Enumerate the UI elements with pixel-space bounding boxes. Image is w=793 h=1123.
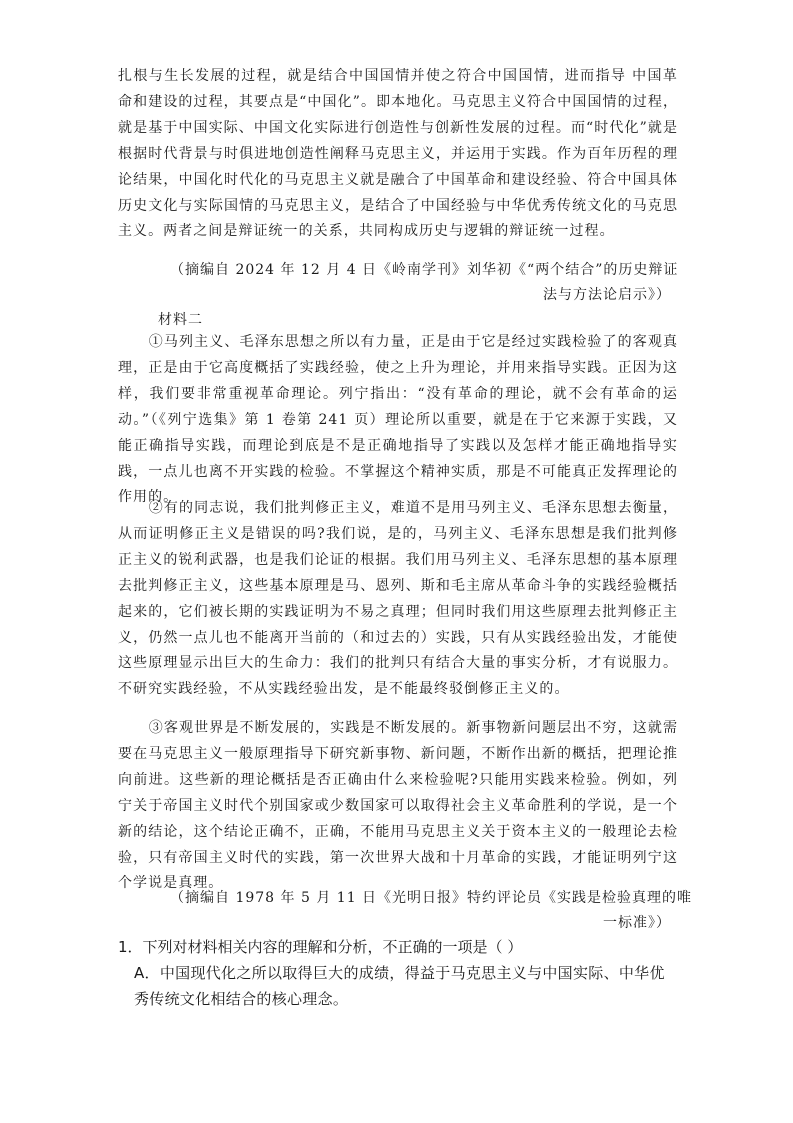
- material1-citation-line1: （摘编自 2024 年 12 月 4 日《岭南学刊》刘华初《“两个结合”的历史辩证: [170, 262, 679, 278]
- material2-citation-line1: （摘编自 1978 年 5 月 11 日《光明日报》特约评论员《实践是检验真理的唯: [170, 890, 693, 906]
- material2-paragraph-3: ③客观世界是不断发展的，实践是不断发展的。新事物新问题层出不穷，这就需要在马克思主义一般原理指导下研究新事物、新问题，不断作出新的概括，把理论推向前进。这些新的理论概括是否正确由什么来检验呢?只能用实践来检验。例如，列宁关于帝国主义时代个别国家或少数国家可以取得社会主义革命胜利的学说，是一个新的结论，这个结论正确不，正确，不能用马克思主义关于资本主义的一般理论去检验，只有帝国主义时代的实践，第一次世界大战和十月革命的实践，才能证明列宁这个学说是真理。: [118, 720, 678, 892]
- material2-paragraph-2: ②有的同志说，我们批判修正主义，难道不是用马列主义、毛泽东思想去衡量，从而证明修正主义是错误的吗?我们说，是的，马列主义、毛泽东思想是我们批判修正主义的锐利武器，也是我们论证的根据。我们用马列主义、毛泽东思想的基本原理去批判修正主义，这些基本原理是马、恩列、斯和毛主席从革命斗争的实践经验概括起来的，它们被长期的实践证明为不易之真理；但同时我们用这些原理去批判修正主义，仍然一点儿也不能离开当前的（和过去的）实践，只有从实践经验出发，才能使这些原理显示出巨大的生命力：我们的批判只有结合大量的事实分析，才有说服力。不研究实践经验，不从实践经验出发，是不能最终驳倒修正主义的。: [118, 500, 678, 698]
- material2-paragraph-1: ①马列主义、毛泽东思想之所以有力量，正是由于它是经过实践检验了的客观真理，正是由于它高度概括了实践经验，使之上升为理论，并用来指导实践。正因为这样，我们要非常重视革命理论。列宁指出：“没有革命的理论，就不会有革命的运动。”（《列宁选集》第 1 卷第 241 页）理论所以重要，就是在于它来源于实践，又能正确指导实践，而理论到底是不是正确地指导了实践以及怎样才能正确地指导实践，一点儿也离不开实践的检验。不掌握这个精神实质，那是不可能真正发挥理论的作用的。: [118, 334, 678, 506]
- material1-citation-line2: 法与方法论启示》）: [543, 287, 671, 303]
- question-1-stem: 1．下列对材料相关内容的理解和分析，不正确的一项是（ ）: [118, 938, 523, 956]
- question-1-option-a: A．中国现代化之所以取得巨大的成绩，得益于马克思主义与中国实际、中华优秀传统文化相结合的核心理念。: [134, 964, 665, 1008]
- material1-paragraph: 扎根与生长发展的过程，就是结合中国国情并使之符合中国国情，进而指导 中国革命和建设的过程，其要点是“中国化”。即本地化。马克思主义符合中国国情的过程，就是基于中国实际、中国文化实际进行创造性与创新性发展的过程。而“时代化”就是根据时代背景与时俱进地创造性阐释马克思主义，并运用于实践。作为百年历程的理论结果，中国化时代化的马克思主义就是融合了中国革命和建设经验、符合中国具体历史文化与实际国情的马克思主义，是结合了中国经验与中华优秀传统文化的马克思主义。两者之间是辩证统一的关系，共同构成历史与逻辑的辩证统一过程。: [118, 68, 678, 240]
- material2-citation-line2: 一标准》）: [603, 915, 671, 931]
- material2-heading: 材料二: [158, 312, 203, 328]
